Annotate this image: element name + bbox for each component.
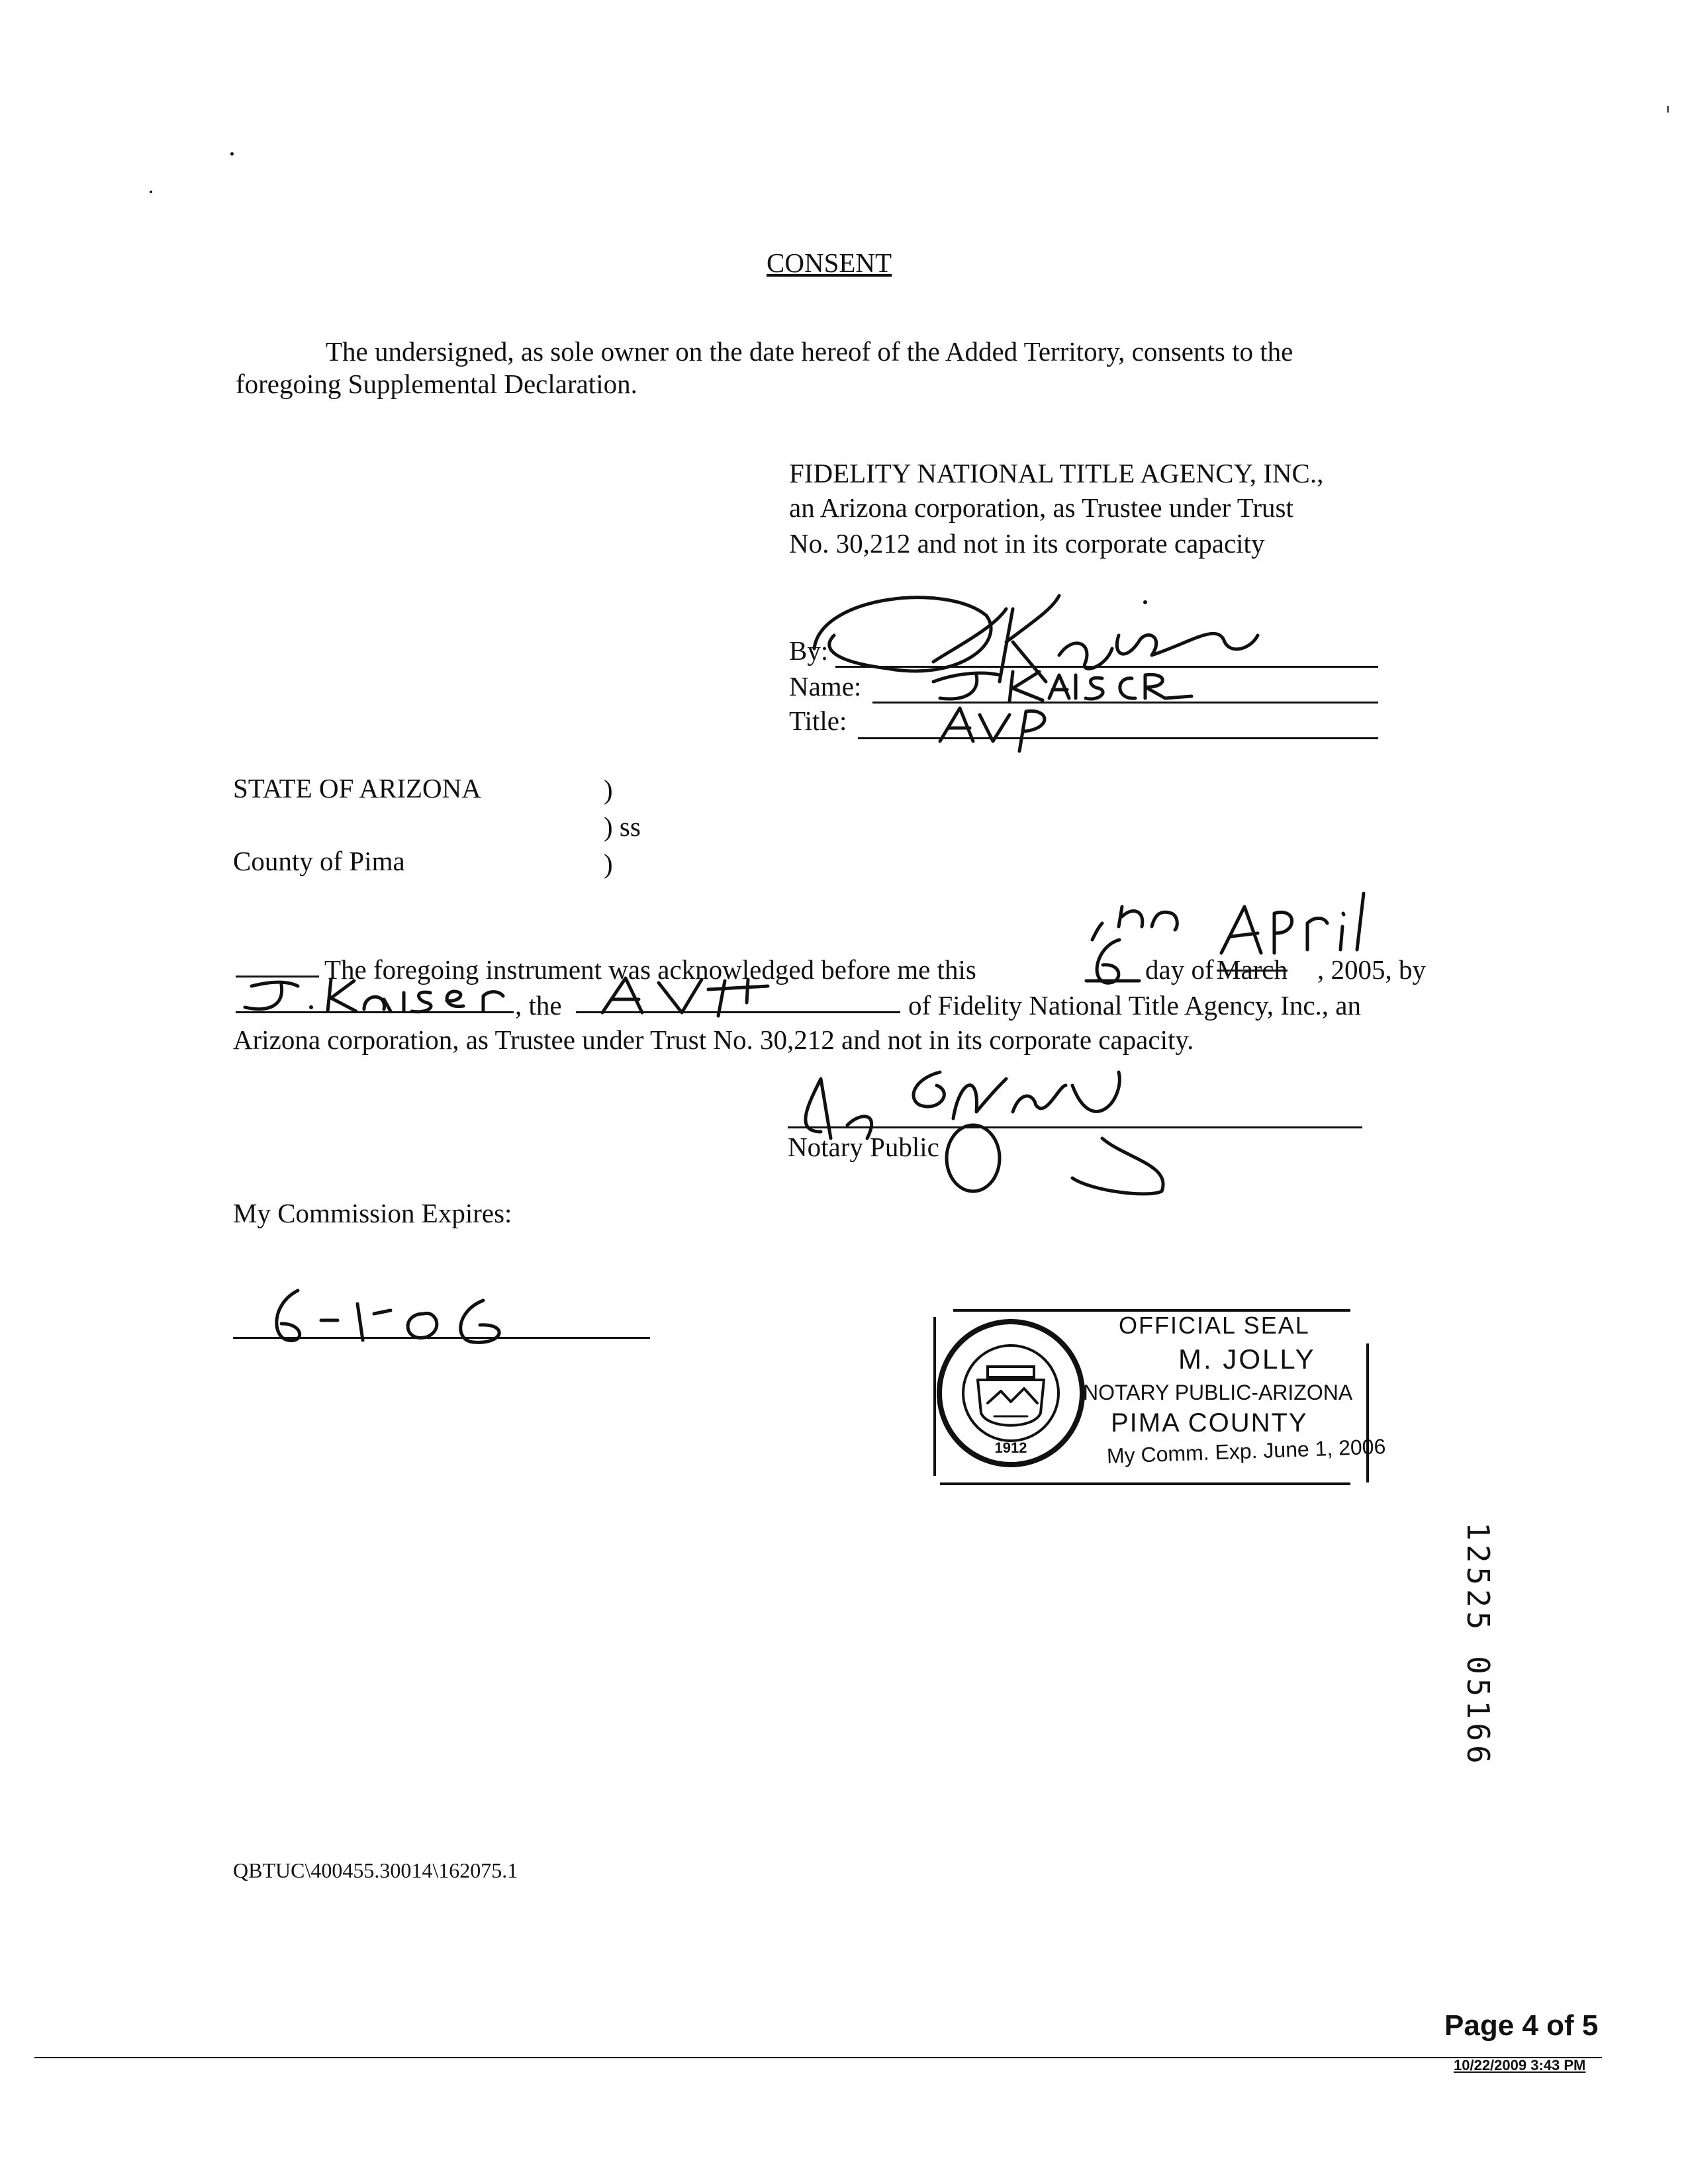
ack-line2-post: of Fidelity National Title Agency, Inc., an: [908, 990, 1362, 1021]
seal-title: OFFICIAL SEAL: [1119, 1312, 1310, 1339]
scan-speck: [1667, 106, 1669, 113]
title-label: Title:: [789, 705, 847, 736]
footer-timestamp: 10/22/2009 3:43 PM: [1454, 2057, 1586, 2073]
arizona-state-seal-icon: [935, 1317, 1087, 1469]
ack-line3: Arizona corporation, as Trustee under Trust No. 30,212 and not in its corporate capacity.: [233, 1024, 1194, 1055]
consent-paragraph-line2: foregoing Supplemental Declaration.: [236, 369, 637, 399]
seal-line5: My Comm. Exp. June 1, 2006: [1106, 1434, 1386, 1468]
ack-line1-post: , 2005, by: [1317, 954, 1426, 985]
seal-line3: NOTARY PUBLIC-ARIZONA: [1083, 1381, 1353, 1404]
ack-line1-pre: The foregoing instrument was acknowledged before me this: [324, 954, 976, 985]
venue-ss: ) ss: [604, 811, 641, 842]
commission-label: My Commission Expires:: [233, 1198, 512, 1228]
venue-paren-top: ): [604, 774, 613, 805]
seal-year: 1912: [994, 1439, 1027, 1456]
name-label: Name:: [789, 671, 862, 702]
signatory-line3: No. 30,212 and not in its corporate capacity: [789, 528, 1265, 559]
venue-county: County of Pima: [233, 846, 405, 876]
seal-right-bar: [1366, 1343, 1369, 1482]
ack-month-handwritten: [1086, 887, 1377, 966]
venue-paren-bottom: ): [604, 848, 613, 879]
ack-title-handwritten: [596, 973, 781, 1019]
title-handwritten: [933, 702, 1066, 754]
ack-day-word: day of: [1145, 954, 1214, 985]
consent-title: CONSENT: [767, 248, 892, 278]
venue-state: STATE OF ARIZONA: [233, 773, 481, 803]
commission-handwritten: [265, 1284, 530, 1350]
seal-name: M. JOLLY: [1178, 1343, 1316, 1375]
scan-speck: [150, 191, 152, 193]
side-stamp: 12525 05166: [1460, 1522, 1496, 1768]
seal-bottom-line: [940, 1482, 1350, 1485]
ack-signer-handwritten: [238, 973, 516, 1019]
notary-public-label: Notary Public: [788, 1132, 939, 1162]
seal-line4: PIMA COUNTY: [1111, 1408, 1308, 1437]
footer-rule: [34, 2057, 1602, 2058]
ack-struck-month: March: [1217, 954, 1288, 985]
consent-paragraph-line1: The undersigned, as sole owner on the date hereof of the Added Territory, consents to the: [326, 336, 1293, 367]
page-indicator: Page 4 of 5: [1444, 2009, 1599, 2042]
ack-the-word: , the: [515, 990, 562, 1021]
signatory-line2: an Arizona corporation, as Trustee under Trust: [789, 492, 1293, 523]
document-id: QBTUC\400455.30014\162075.1: [233, 1858, 518, 1882]
scan-speck: [230, 152, 234, 156]
by-label: By:: [789, 635, 829, 666]
signatory-company: FIDELITY NATIONAL TITLE AGENCY, INC.,: [789, 458, 1324, 488]
